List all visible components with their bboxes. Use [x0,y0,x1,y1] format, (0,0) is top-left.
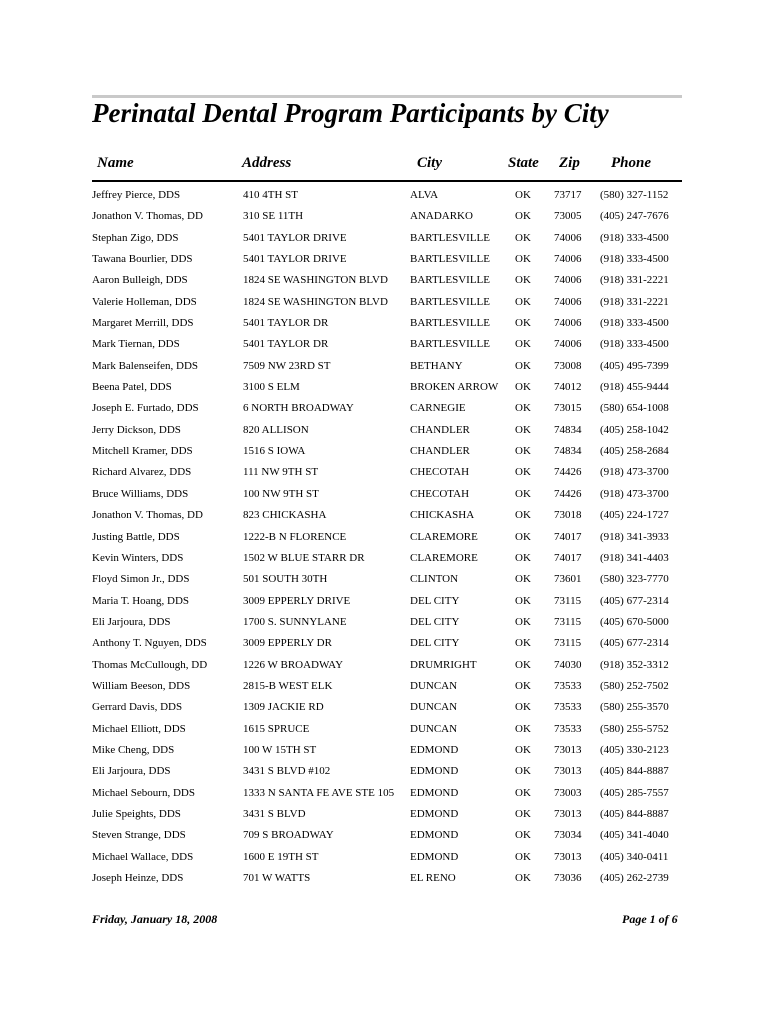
table-row [92,398,682,419]
row-state: OK [515,722,531,735]
row-name: Justing Battle, DDS [92,530,180,543]
row-city: DUNCAN [410,722,458,735]
row-name: Jonathon V. Thomas, DD [92,210,203,223]
row-city: CLAREMORE [410,530,478,543]
row-zip: 73008 [554,359,582,372]
row-phone: (918) 473-3700 [600,466,669,479]
row-city: BARTLESVILLE [410,317,490,330]
row-state: OK [515,487,531,500]
row-address: 1502 W BLUE STARR DR [243,551,365,564]
row-city: DUNCAN [410,701,458,714]
table-row [92,697,682,718]
row-phone: (918) 331-2221 [600,295,669,308]
row-state: OK [515,573,531,586]
row-name: Joseph Heinze, DDS [92,872,184,884]
table-row [92,185,682,206]
page-title: Perinatal Dental Program Participants by City [92,98,609,128]
row-phone: (918) 352-3312 [600,658,669,671]
row-zip: 73034 [554,829,582,842]
row-phone: (918) 331-2221 [600,274,669,287]
row-name: Jerry Dickson, DDS [92,423,181,436]
row-city: EDMOND [410,850,459,863]
column-header-city: City [417,155,442,171]
table-row [92,761,682,782]
column-header-name: Name [97,155,134,171]
row-city: EDMOND [410,743,459,756]
row-phone: (918) 333-4500 [600,231,669,244]
row-name: Jeffrey Pierce, DDS [92,189,181,201]
row-name: Michael Wallace, DDS [92,850,194,863]
table-row [92,206,682,227]
row-name: Gerrard Davis, DDS [92,701,183,714]
row-zip: 73717 [554,189,582,201]
row-address: 820 ALLISON [243,423,309,436]
row-phone: (405) 285-7557 [600,786,669,799]
row-phone: (918) 341-4403 [600,551,669,564]
row-city: DEL CITY [410,594,460,607]
row-address: 1333 N SANTA FE AVE STE 105 [243,786,395,799]
footer-date: Friday, January 18, 2008 [92,912,218,926]
table-row [92,548,682,569]
row-city: CHECOTAH [410,487,470,500]
row-name: Steven Strange, DDS [92,829,186,842]
row-name: Mike Cheng, DDS [92,743,175,756]
column-header-phone: Phone [611,155,652,171]
row-city: BETHANY [410,359,463,372]
table-row [92,441,682,462]
row-address: 823 CHICKASHA [243,509,327,522]
row-city: CARNEGIE [410,402,466,415]
row-name: Aaron Bulleigh, DDS [92,274,188,287]
row-state: OK [515,807,531,820]
row-state: OK [515,189,531,201]
row-phone: (918) 333-4500 [600,338,669,351]
table-row [92,612,682,633]
row-city: DRUMRIGHT [410,658,477,671]
row-phone: (580) 323-7770 [600,573,669,586]
row-state: OK [515,509,531,522]
row-phone: (405) 677-2314 [600,637,669,650]
row-zip: 73115 [554,615,582,628]
row-phone: (405) 341-4040 [600,829,669,842]
row-address: 310 SE 11TH [243,210,304,223]
row-address: 1700 S. SUNNYLANE [243,615,347,628]
row-city: DEL CITY [410,637,460,650]
row-address: 3431 S BLVD #102 [243,765,331,778]
row-name: Stephan Zigo, DDS [92,231,179,244]
row-address: 1615 SPRUCE [243,722,310,735]
row-zip: 73013 [554,743,582,756]
row-state: OK [515,466,531,479]
row-address: 709 S BROADWAY [243,829,334,842]
table-row [92,377,682,398]
table-row [92,462,682,483]
row-address: 410 4TH ST [243,189,298,201]
row-state: OK [515,594,531,607]
row-state: OK [515,658,531,671]
table-row [92,655,682,676]
row-zip: 74012 [554,381,582,394]
table-row [92,420,682,441]
table-row [92,783,682,804]
table-row [92,847,682,868]
row-state: OK [515,679,531,692]
row-address: 1222-B N FLORENCE [243,530,347,543]
row-zip: 73533 [554,701,582,714]
row-city: BARTLESVILLE [410,231,490,244]
row-address: 7509 NW 23RD ST [243,359,331,372]
row-phone: (405) 677-2314 [600,594,669,607]
row-zip: 73013 [554,765,582,778]
row-address: 3100 S ELM [243,381,300,394]
row-city: CLINTON [410,573,459,586]
row-state: OK [515,445,531,458]
row-address: 3009 EPPERLY DRIVE [243,594,351,607]
table-row [92,505,682,526]
row-city: CHICKASHA [410,509,475,522]
row-phone: (405) 247-7676 [600,210,669,223]
row-city: ANADARKO [410,210,473,223]
row-address: 100 W 15TH ST [243,743,317,756]
row-state: OK [515,317,531,330]
row-name: Beena Patel, DDS [92,381,172,394]
row-state: OK [515,381,531,394]
row-name: Richard Alvarez, DDS [92,466,192,479]
row-name: Mark Balenseifen, DDS [92,359,199,372]
row-zip: 74006 [554,317,582,330]
row-address: 1824 SE WASHINGTON BLVD [243,274,388,287]
table-header [92,155,682,181]
row-phone: (405) 224-1727 [600,509,669,522]
row-address: 1516 S IOWA [243,445,306,458]
row-state: OK [515,615,531,628]
column-header-state: State [508,155,539,171]
row-state: OK [515,402,531,415]
row-city: CLAREMORE [410,551,478,564]
row-zip: 73005 [554,210,582,223]
row-name: Tawana Bourlier, DDS [92,253,193,266]
table-row [92,292,682,313]
row-zip: 74006 [554,295,582,308]
row-state: OK [515,359,531,372]
row-zip: 74834 [554,445,582,458]
row-city: DUNCAN [410,679,458,692]
row-state: OK [515,423,531,436]
row-phone: (405) 495-7399 [600,359,669,372]
row-name: Mitchell Kramer, DDS [92,445,193,458]
row-address: 1226 W BROADWAY [243,658,344,671]
header-rule [92,180,682,182]
row-state: OK [515,829,531,842]
row-state: OK [515,338,531,351]
row-state: OK [515,274,531,287]
row-zip: 74006 [554,231,582,244]
table-row [92,825,682,846]
row-phone: (918) 333-4500 [600,253,669,266]
table-row [92,228,682,249]
row-phone: (580) 654-1008 [600,402,669,415]
row-state: OK [515,743,531,756]
row-phone: (580) 252-7502 [600,679,669,692]
table-row [92,804,682,825]
row-city: BROKEN ARROW [410,381,499,394]
row-address: 6 NORTH BROADWAY [243,402,354,415]
row-phone: (405) 670-5000 [600,615,669,628]
row-state: OK [515,765,531,778]
row-city: EDMOND [410,807,459,820]
row-phone: (405) 258-2684 [600,445,669,458]
row-address: 3431 S BLVD [243,807,306,820]
row-zip: 73013 [554,850,582,863]
row-name: Jonathon V. Thomas, DD [92,509,203,522]
row-name: Maria T. Hoang, DDS [92,594,190,607]
row-state: OK [515,701,531,714]
row-address: 3009 EPPERLY DR [243,637,332,650]
row-zip: 74006 [554,274,582,287]
row-zip: 74426 [554,487,582,500]
table-row [92,484,682,505]
row-zip: 73036 [554,872,582,884]
row-zip: 73018 [554,509,582,522]
row-phone: (580) 327-1152 [600,189,669,201]
row-state: OK [515,637,531,650]
row-zip: 73533 [554,722,582,735]
row-name: Anthony T. Nguyen, DDS [92,637,207,650]
row-address: 5401 TAYLOR DRIVE [243,231,347,244]
row-address: 5401 TAYLOR DR [243,338,329,351]
row-zip: 74006 [554,253,582,266]
row-city: CHECOTAH [410,466,470,479]
participants-table [92,185,682,889]
row-name: Valerie Holleman, DDS [92,295,197,308]
row-phone: (405) 340-0411 [600,850,669,863]
row-address: 100 NW 9TH ST [243,487,319,500]
row-city: BARTLESVILLE [410,274,490,287]
table-row [92,270,682,291]
row-city: ALVA [410,189,439,201]
row-city: BARTLESVILLE [410,295,490,308]
row-name: Bruce Williams, DDS [92,487,189,500]
row-zip: 73533 [554,679,582,692]
row-zip: 74006 [554,338,582,351]
table-row [92,249,682,270]
table-row [92,633,682,654]
row-state: OK [515,231,531,244]
table-row [92,527,682,548]
row-city: EDMOND [410,765,459,778]
row-name: Margaret Merrill, DDS [92,317,194,330]
table-row [92,569,682,590]
row-city: EDMOND [410,829,459,842]
row-name: Eli Jarjoura, DDS [92,765,171,778]
row-state: OK [515,530,531,543]
row-name: Mark Tiernan, DDS [92,338,180,351]
row-name: Thomas McCullough, DD [92,658,208,671]
row-zip: 74017 [554,530,582,543]
row-state: OK [515,872,531,884]
table-row [92,740,682,761]
row-zip: 73601 [554,573,582,586]
row-phone: (405) 844-8887 [600,765,669,778]
row-address: 501 SOUTH 30TH [243,573,328,586]
row-phone: (405) 844-8887 [600,807,669,820]
row-state: OK [515,786,531,799]
table-row [92,313,682,334]
row-zip: 74030 [554,658,582,671]
row-address: 2815-B WEST ELK [243,679,333,692]
row-phone: (918) 333-4500 [600,317,669,330]
row-address: 5401 TAYLOR DRIVE [243,253,347,266]
table-row [92,334,682,355]
row-city: BARTLESVILLE [410,253,490,266]
row-state: OK [515,253,531,266]
row-name: Floyd Simon Jr., DDS [92,573,190,586]
table-row [92,591,682,612]
row-phone: (405) 258-1042 [600,423,669,436]
row-city: BARTLESVILLE [410,338,490,351]
row-phone: (918) 473-3700 [600,487,669,500]
row-name: Kevin Winters, DDS [92,551,184,564]
table-row [92,676,682,697]
row-phone: (918) 341-3933 [600,530,669,543]
row-address: 111 NW 9TH ST [243,466,319,479]
row-zip: 74426 [554,466,582,479]
row-phone: (580) 255-5752 [600,722,669,735]
row-city: EL RENO [410,872,456,884]
row-address: 1824 SE WASHINGTON BLVD [243,295,388,308]
row-city: DEL CITY [410,615,460,628]
row-state: OK [515,551,531,564]
row-zip: 73115 [554,594,582,607]
row-phone: (405) 330-2123 [600,743,669,756]
row-address: 1309 JACKIE RD [243,701,324,714]
row-zip: 73003 [554,786,582,799]
row-zip: 74834 [554,423,582,436]
row-name: Julie Speights, DDS [92,807,181,820]
table-row [92,356,682,377]
row-phone: (580) 255-3570 [600,701,669,714]
column-header-address: Address [242,155,292,171]
row-zip: 74017 [554,551,582,564]
table-row [92,719,682,740]
row-name: Joseph E. Furtado, DDS [92,402,199,415]
row-zip: 73015 [554,402,582,415]
row-zip: 73115 [554,637,582,650]
footer-page-number: Page 1 of 6 [622,912,678,926]
row-name: Michael Sebourn, DDS [92,786,195,799]
row-state: OK [515,210,531,223]
row-phone: (918) 455-9444 [600,381,669,394]
column-header-zip: Zip [559,155,580,171]
row-city: CHANDLER [410,423,470,436]
table-row [92,868,682,889]
row-phone: (405) 262-2739 [600,872,669,884]
row-name: William Beeson, DDS [92,679,191,692]
row-zip: 73013 [554,807,582,820]
row-name: Eli Jarjoura, DDS [92,615,171,628]
row-address: 701 W WATTS [243,872,311,884]
row-address: 5401 TAYLOR DR [243,317,329,330]
row-city: CHANDLER [410,445,470,458]
row-city: EDMOND [410,786,459,799]
row-state: OK [515,295,531,308]
row-name: Michael Elliott, DDS [92,722,186,735]
row-address: 1600 E 19TH ST [243,850,319,863]
row-state: OK [515,850,531,863]
